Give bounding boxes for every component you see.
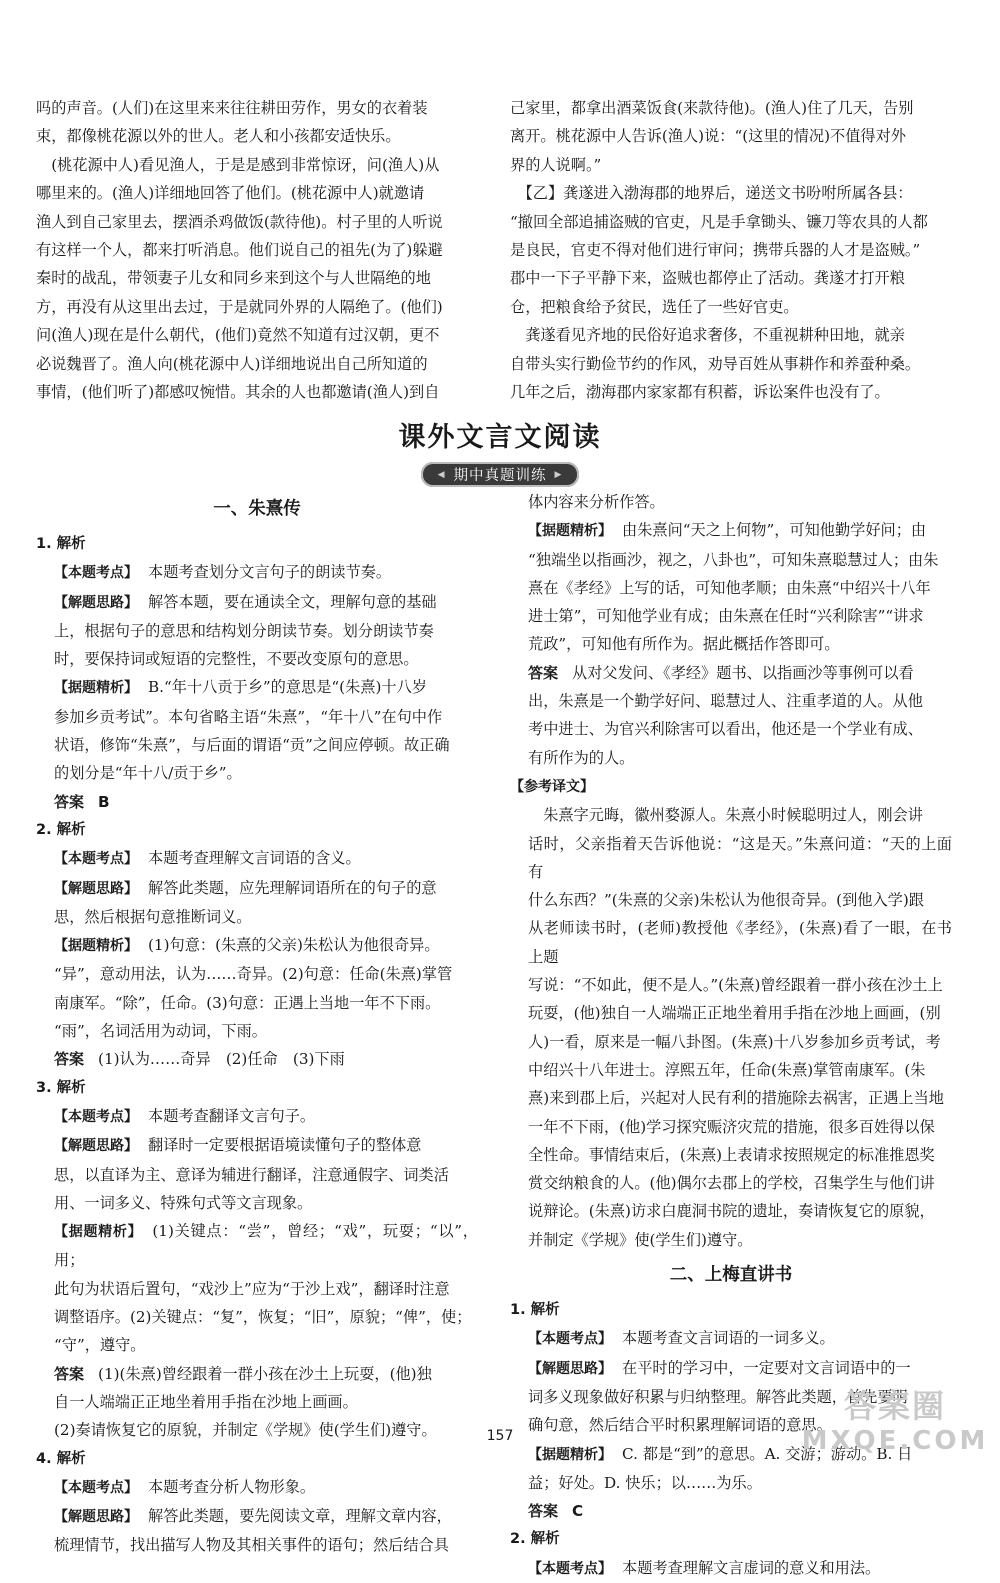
answer-line: 出，朱熹是一个勤学好问、聪慧过人、注重孝道的人。从他: [528, 692, 923, 711]
analysis-line: [510, 1554, 952, 1583]
analysis-line: [510, 1354, 952, 1383]
watermark-logo: [800, 1386, 990, 1460]
analysis-text: 本题考查翻译文言句子。: [148, 1106, 316, 1125]
reference-line: 从老师读书时，(老师)教授他《孝经》，(朱熹)看了一眼，在书上题: [528, 919, 952, 966]
analysis-line: [36, 1473, 478, 1502]
reference-line: 什么东西？”(朱熹的父亲)朱松认为他很奇异。(到他入学)跟: [528, 891, 924, 910]
text-line: “撤回全部追捕盗贼的官吏，凡是手拿锄头、镰刀等农具的人都: [510, 212, 928, 231]
answer-line: [510, 659, 952, 687]
analysis-text: 解答此类题，要先阅读文章，理解文章内容，: [148, 1507, 452, 1526]
analysis-line: [510, 516, 952, 545]
tag-label: 【据题精析】: [54, 938, 138, 955]
analysis-line: 思，然后根据句意推断词义。: [54, 907, 252, 926]
analysis-text: 本题考查文言词语的一词多义。: [622, 1329, 835, 1348]
analysis-line: 梳理情节，找出描写人物及其相关事件的语句；然后结合具: [54, 1536, 449, 1555]
analysis-line: [36, 1502, 478, 1531]
analysis-line: 时，要保持词或短语的完整性，不要改变原句的意思。: [54, 650, 419, 669]
analysis-line: [36, 1217, 478, 1275]
text-line: 事情，(他们听了)都感叹惋惜。其余的人也都邀请(渔人)到自: [36, 383, 440, 402]
tag-label: 【本题考点】: [54, 851, 138, 868]
text-line: 界的人说啊。”: [510, 155, 602, 174]
analysis-line: 进士第”，可知他学业有成；由朱熹在任时“兴利除害”“讲求: [528, 607, 924, 626]
reference-line: 人)一看，原来是一幅八卦图。(朱熹)十八岁参加乡贡考试，考: [528, 1032, 941, 1051]
section-banner: [421, 462, 579, 487]
reference-line: 写说：“不如此，便不是人。”(朱熹)曾经跟着一群小孩在沙土上: [528, 976, 943, 995]
analysis-line: [36, 931, 478, 960]
answer-line: [510, 1497, 952, 1525]
tag-label: 【本题考点】: [528, 1331, 612, 1348]
analysis-text: 本题考查划分文言句子的朗读节奏。: [148, 563, 391, 582]
reference-line: 说辩论。(朱熹)访求白鹿洞书院的遗址，奏请恢复它的原貌，: [528, 1202, 935, 1221]
question-heading: 1. 解析: [36, 536, 86, 552]
watermark-url: MXQE.COM: [801, 1426, 989, 1456]
tag-label: 【本题考点】: [54, 1479, 138, 1496]
analysis-line: 体内容来分析作答。: [528, 493, 665, 511]
reference-line: 玩耍，(他)独自一人端端正正地坐着用手指在沙地上画画，(别: [528, 1004, 941, 1023]
reference-line: 全性命。事情结束后，(朱熹)上表请求按照规定的标准推恩奖: [528, 1145, 935, 1164]
text-line: 【乙】龚遂进入渤海郡的地界后，递送文书吩咐所属各县：: [510, 184, 913, 203]
answer-label: 答案: [528, 1502, 559, 1521]
answer-text: (1)认为……奇异 (2)任命 (3)下雨: [98, 1050, 345, 1069]
tag-label: 【据题精析】: [54, 680, 138, 697]
text-line: 自带头实行勤俭节约的作风，劝导百姓从事耕作和养蚕种桑。: [510, 354, 921, 373]
tag-label: 【本题考点】: [54, 565, 138, 582]
section-title: 课外文言文阅读: [398, 422, 602, 453]
arrow-left-icon: ◀: [437, 469, 446, 480]
analysis-line: 词多义现象做好积累与归纳整理。解答此类题，首先要明: [528, 1387, 908, 1406]
translation-left-column: [36, 94, 476, 406]
text-line: 是良民，官吏不得对他们进行审问；携带兵器的人才是盗贼。”: [510, 241, 921, 260]
analysis-text: 本题考查理解文言虚词的意义和用法。: [622, 1558, 881, 1577]
text-line: 束，都像桃花源以外的世人。老人和小孩都安适快乐。: [36, 127, 401, 146]
analysis-text: 解答本题，要在通读全文，理解句意的基础: [148, 592, 437, 611]
analysis-line: 状语，修饰“朱熹”，与后面的谓语“贡”之间应停顿。故正确: [54, 736, 450, 755]
analysis-line: 参加乡贡考试”。本句省略主语“朱熹”，“年十八”在句中作: [54, 707, 443, 726]
answer-text: C: [572, 1502, 584, 1521]
analysis-line: [510, 1324, 952, 1353]
answer-label: 答案: [54, 1050, 85, 1069]
tag-label: 【本题考点】: [528, 1560, 612, 1577]
analysis-line: [36, 588, 478, 617]
analysis-line: 用、一词多义、特殊句式等文言现象。: [54, 1193, 313, 1212]
question-heading: 2. 解析: [36, 821, 86, 838]
reference-line: 赏交纳粮食的人。(他)偶尔去郡上的学校，召集学生与他们讲: [528, 1174, 935, 1193]
analysis-line: 思，以直译为主、意译为辅进行翻译，注意通假字、词类活: [54, 1165, 449, 1184]
answer-line: 考中进士、为官兴利除害可以看出，他还是一个学业有成、: [528, 720, 923, 739]
reference-line: 并制定《学规》使(学生们)遵守。: [528, 1230, 753, 1249]
analysis-text: 解答此类题，应先理解词语所在的句子的意: [148, 878, 437, 897]
analysis-line: 益；好处。D. 快乐；以……为乐。: [528, 1473, 762, 1492]
answer-label: 答案: [528, 663, 559, 682]
reference-line: 朱熹字元晦，徽州婺源人。朱熹小时候聪明过人，刚会讲: [528, 806, 923, 825]
analysis-text: (1)句意：(朱熹的父亲)朱松认为他很奇异。: [148, 936, 440, 955]
text-line: 己家里，都拿出酒菜饭食(来款待他)。(渔人)住了几天，告别: [510, 99, 914, 117]
reference-line: 中绍兴十八年进士。淳熙五年，任命(朱熹)掌管南康军。(朱: [528, 1060, 926, 1079]
analysis-line: “独端坐以指画沙，视之，八卦也”，可知朱熹聪慧过人；由朱: [528, 550, 939, 569]
analysis-line: 此句为状语后置句，“戏沙上”应为“于沙上戏”，翻译时注意: [54, 1279, 450, 1298]
answer-line: (2)奏请恢复它的原貌，并制定《学规》使(学生们)遵守。: [54, 1421, 437, 1440]
arrow-right-icon: ▶: [554, 469, 563, 480]
answer-line: [36, 1360, 478, 1388]
analysis-line: [36, 1131, 478, 1160]
tag-label: 【据题精析】: [54, 1224, 143, 1241]
analysis-text: 翻译时一定要根据语境读懂句子的整体意: [148, 1136, 422, 1155]
answers-left-column: [36, 488, 478, 1560]
tag-label: 【解题思路】: [54, 880, 138, 897]
text-line: 有这样一个人，都来打听消息。他们说自己的祖先(为了)躲避: [36, 241, 443, 260]
answer-text: (1)(朱熹)曾经跟着一群小孩在沙土上玩耍，(他)独: [98, 1364, 432, 1383]
tag-label: 【据题精析】: [528, 523, 612, 540]
analysis-line: 熹在《孝经》上写的话，可知他孝顺；由朱熹“中绍兴十八年: [528, 578, 931, 597]
analysis-line: 的划分是“年十八/贡于乡”。: [54, 764, 242, 783]
question-heading: 3. 解析: [36, 1079, 86, 1096]
analysis-line: 南康军。“除”，任命。(3)句意：正遇上当地一年不下雨。: [54, 993, 441, 1012]
page-number: 157: [486, 1428, 514, 1444]
text-line: 渔人到自己家里去，摆酒杀鸡做饭(款待他)。村子里的人听说: [36, 212, 443, 231]
analysis-text: (1)关键点：“尝”，曾经；“戏”，玩耍；“以”，用；: [54, 1222, 478, 1270]
question-heading: 1. 解析: [510, 1302, 560, 1319]
analysis-text: B.“年十八贡于乡”的意思是“(朱熹)十八岁: [148, 678, 427, 697]
answer-label: 答案: [54, 1364, 85, 1383]
tag-label: 【解题思路】: [528, 1360, 612, 1377]
analysis-line: 调整语序。(2)关键点：“复”，恢复；“旧”，原貌；“俾”，使；: [54, 1308, 472, 1327]
reference-translation-tag: [510, 772, 952, 801]
answer-label: 答案: [54, 792, 85, 811]
tag-label: 【解题思路】: [54, 1138, 138, 1155]
text-line: 方，再没有从这里出去过，于是就同外界的人隔绝了。(他们): [36, 297, 443, 316]
tag-label: 【本题考点】: [54, 1108, 138, 1125]
question-heading: 4. 解析: [36, 1450, 86, 1467]
tag-label: 【据题精析】: [528, 1446, 612, 1463]
analysis-line: [36, 844, 478, 873]
analysis-line: [36, 874, 478, 903]
text-line: 吗的声音。(人们)在这里来来往往耕田劳作，男女的衣着装: [36, 99, 428, 117]
analysis-line: [36, 673, 478, 702]
text-line: 哪里来的。(渔人)详细地回答了他们。(桃花源中人)就邀请: [36, 184, 425, 203]
answer-text: 从对父发问、《孝经》题书、以指画沙等事例可以看: [572, 663, 914, 682]
reference-line: 一年不下雨，(他)学习探究赈济灾荒的措施，很多百姓得以保: [528, 1117, 935, 1136]
article-title: 二、上梅直讲书: [669, 1265, 793, 1286]
translation-right-column: [510, 94, 950, 406]
answer-line: 自一人端端正正地坐着用手指在沙地上画画。: [54, 1392, 358, 1411]
analysis-text: 本题考查理解文言词语的含义。: [148, 849, 361, 868]
analysis-line: “守”，遵守。: [54, 1336, 146, 1355]
analysis-text: 由朱熹问“天之上何物”，可知他勤学好问；由: [622, 521, 927, 540]
analysis-line: “雨”，名词活用为动词，下雨。: [54, 1022, 267, 1041]
text-line: 几年之后，渤海郡内家家都有积蓄，诉讼案件也没有了。: [510, 383, 890, 402]
answer-line: [36, 1045, 478, 1073]
reference-line: 话时，父亲指着天告诉他说：“这是天。”朱熹问道：“天的上面有: [528, 834, 952, 881]
text-line: 必说魏晋了。渔人向(桃花源中人)详细地说出自己所知道的: [36, 354, 428, 373]
analysis-line: 确句意，然后结合平时积累理解词语的意思。: [528, 1416, 832, 1435]
analysis-line: “异”，意动用法，认为……奇异。(2)句意：任命(朱熹)掌管: [54, 965, 453, 984]
analysis-text: 本题考查分析人物形象。: [148, 1477, 316, 1496]
text-line: 问(渔人)现在是什么朝代，(他们)竟然不知道有过汉朝，更不: [36, 326, 440, 345]
question-heading: 2. 解析: [510, 1531, 560, 1548]
analysis-text: C. 都是“到”的意思。A. 交游；游动。B. 日: [622, 1444, 913, 1463]
answer-line: [36, 788, 478, 816]
text-line: 离开。桃花源中人告诉(渔人)说：“(这里的情况)不值得对外: [510, 127, 906, 146]
tag-label: 【参考译文】: [510, 778, 594, 795]
text-line: 秦时的战乱，带领妻子儿女和同乡来到这个与人世隔绝的地: [36, 269, 431, 288]
article-title: 一、朱熹传: [213, 499, 301, 519]
text-line: (桃花源中人)看见渔人，于是是感到非常惊讶，问(渔人)从: [36, 155, 440, 174]
answer-text: B: [98, 792, 110, 811]
tag-label: 【解题思路】: [54, 1509, 138, 1526]
analysis-line: 上，根据句子的意思和结构划分朗读节奏。划分朗读节奏: [54, 621, 434, 640]
analysis-line: [36, 558, 478, 587]
watermark-text: 答案圈: [843, 1387, 946, 1425]
tag-label: 【解题思路】: [54, 594, 138, 611]
text-line: 郡中一下子平静下来，盗贼也都停止了活动。龚遂才打开粮: [510, 269, 905, 288]
text-line: 仓，把粮食给予贫民，选任了一些好官吏。: [510, 297, 799, 316]
reference-line: 熹)来到郡上后，兴起对人民有利的措施除去祸害，正遇上当地: [528, 1089, 944, 1108]
analysis-text: 在平时的学习中，一定要对文言词语中的一: [622, 1358, 911, 1377]
answer-line: 有所作为的人。: [528, 748, 635, 767]
analysis-line: [36, 1102, 478, 1131]
text-line: 龚遂看见齐地的民俗好追求奢侈，不重视耕种田地，就亲: [510, 326, 905, 345]
analysis-line: 荒政”，可知他有所作为。据此概括作答即可。: [528, 635, 840, 654]
banner-label: 期中真题训练: [453, 468, 547, 484]
